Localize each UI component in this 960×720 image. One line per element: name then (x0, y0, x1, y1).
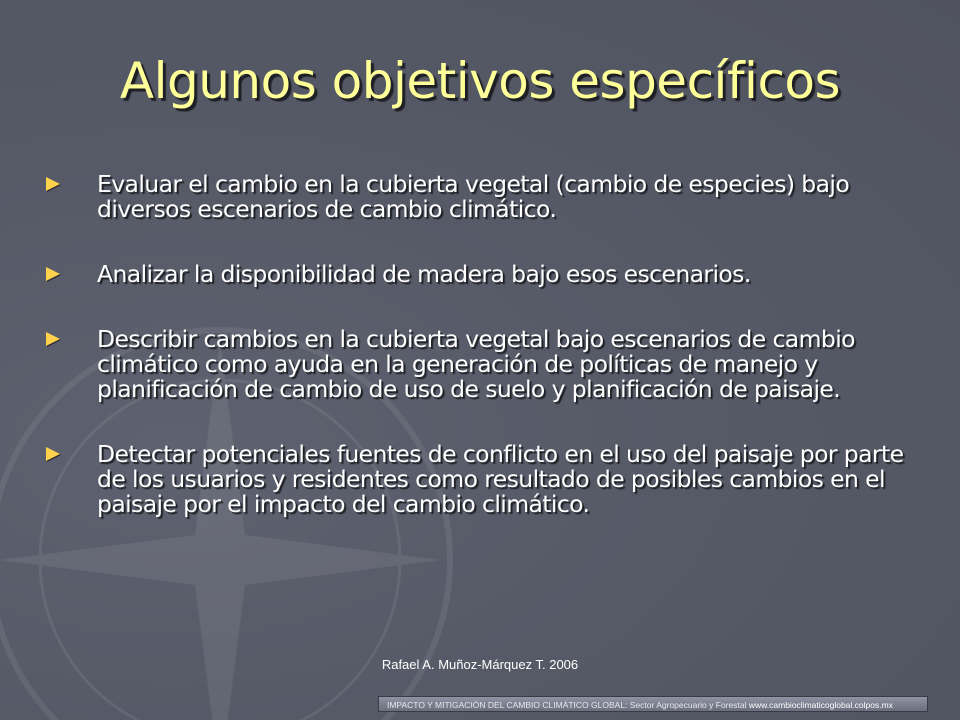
banner-url-link[interactable]: www.cambioclimaticoglobal.colpos.mx (748, 700, 893, 710)
author-footer: Rafael A. Muñoz-Márquez T. 2006 (381, 657, 579, 672)
triangle-right-icon (46, 267, 60, 281)
bullet-item (40, 262, 920, 287)
bullet-text: Analizar la disponibilidad de madera bajo esos escenarios. (97, 260, 751, 288)
bullet-text: Evaluar el cambio en la cubierta vegetal (cambio de especies) bajo diversos escenarios de cambio climático. (97, 170, 850, 223)
slide-title: Algunos objetivos específicos (119, 52, 841, 110)
bullet-list (40, 172, 920, 517)
bullet-item (40, 172, 920, 222)
banner-text: IMPACTO Y MITIGACIÓN DEL CAMBIO CLIMÁTICO GLOBAL: Sector Agropecuario y Forestal (387, 700, 747, 710)
triangle-right-icon (46, 332, 60, 346)
triangle-right-icon (46, 447, 60, 461)
bullet-text: Detectar potenciales fuentes de conflicto en el uso del paisaje por parte de los usuarios y residentes como resultado de posibles cambios en el paisaje por el impacto del cambio climático. (97, 440, 904, 518)
triangle-right-icon (46, 177, 60, 191)
bullet-item (40, 442, 920, 517)
footer-banner (378, 696, 928, 712)
bullet-text: Describir cambios en la cubierta vegetal bajo escenarios de cambio climático como ayuda en la generación de políticas de manejo y planificación de cambio de uso de suelo y planificación de paisaje. (97, 325, 855, 403)
bullet-item (40, 327, 920, 402)
